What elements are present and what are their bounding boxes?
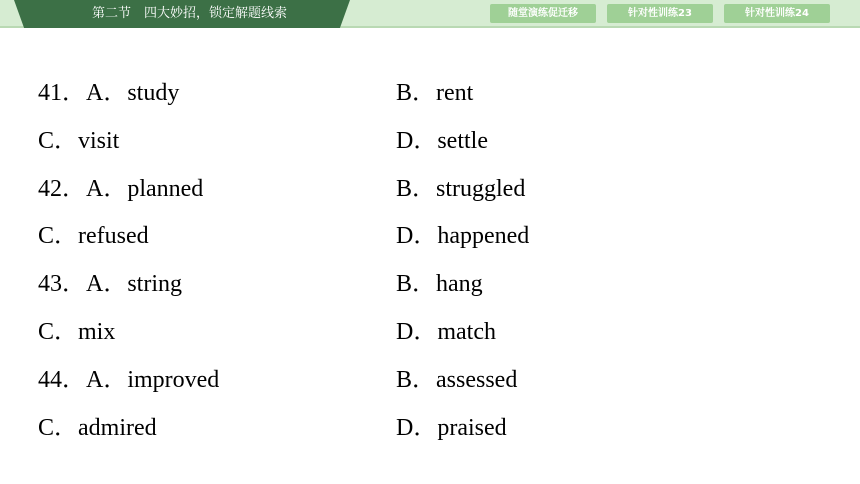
option-row: [0, 405, 860, 453]
option-row: [0, 118, 860, 166]
options-list: [0, 70, 860, 452]
option-right: D．praised: [396, 414, 507, 441]
option-left: 43．A．string: [38, 271, 182, 298]
option-left: 41．A．study: [38, 80, 180, 106]
tab-training-24[interactable]: 针对性训练24: [724, 4, 830, 23]
option-right: B．assessed: [396, 366, 518, 393]
option-row: [0, 166, 860, 214]
option-left: C．mix: [38, 318, 116, 345]
option-row: [0, 309, 860, 357]
option-right: D．match: [396, 318, 496, 345]
page-title: 第二节 四大妙招，锁定解题线索: [92, 6, 288, 21]
option-left: 44．A．improved: [38, 366, 220, 393]
option-row: [0, 213, 860, 261]
option-right: B．hang: [396, 271, 483, 298]
option-right: B．struggled: [396, 175, 526, 202]
header-bar: [0, 0, 860, 28]
option-left: C．refused: [38, 223, 149, 250]
option-row: [0, 261, 860, 309]
option-left: C．visit: [38, 127, 120, 154]
tab-training-23[interactable]: 针对性训练23: [607, 4, 713, 23]
option-right: D．happened: [396, 223, 530, 250]
option-row: [0, 70, 860, 118]
option-left: C．admired: [38, 414, 157, 441]
tab-practice[interactable]: 随堂演练促迁移: [490, 4, 596, 23]
option-left: 42．A．planned: [38, 175, 204, 202]
option-right: D．settle: [396, 127, 488, 154]
option-right: B．rent: [396, 80, 474, 106]
option-row: [0, 357, 860, 405]
